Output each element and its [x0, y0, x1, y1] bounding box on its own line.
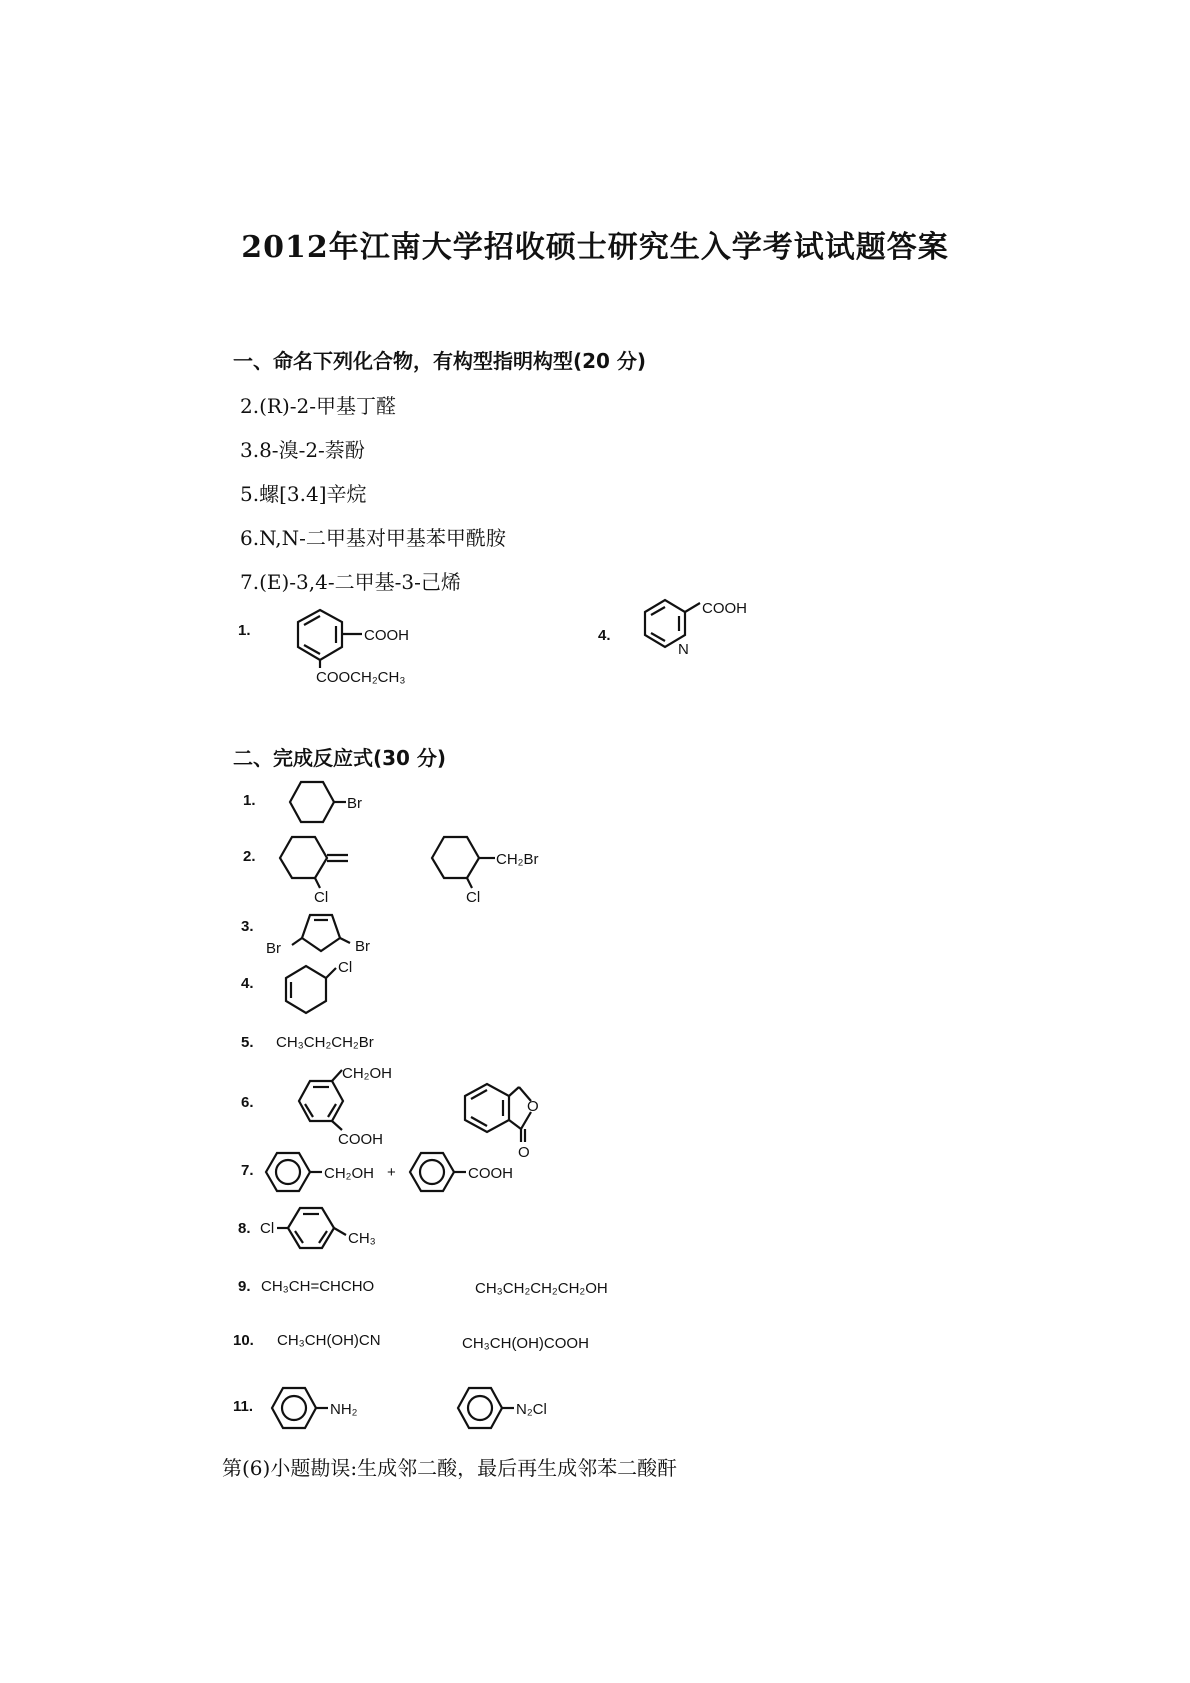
s2-item1-br: Br	[347, 795, 362, 812]
s1-item1-number: 1.	[238, 622, 251, 639]
s2-item8-structure	[258, 1203, 418, 1257]
s2-item8-ch3: CH₃	[348, 1230, 376, 1247]
s2-item6-diacid	[270, 1065, 400, 1148]
erratum-note: 第(6)小题勘误:生成邻二酸，最后再生成邻苯二酸酐	[222, 1456, 678, 1480]
s2-item8-number: 8.	[238, 1220, 251, 1237]
s2-item9-left: CH₃CH=CHCHO	[261, 1278, 375, 1295]
s1-item1-structure	[270, 605, 430, 685]
s2-item4-number: 4.	[241, 975, 254, 992]
s2-item3-structure	[262, 905, 382, 957]
s2-item3-br-right: Br	[355, 938, 370, 955]
s2-item7-cooh: COOH	[468, 1165, 513, 1182]
s2-item5-number: 5.	[241, 1034, 254, 1051]
s2-item4-cl: Cl	[338, 959, 353, 976]
s2-item2-number: 2.	[243, 848, 256, 865]
s2-item4-structure	[278, 955, 368, 1015]
s2-item11-nh2: NH₂	[330, 1401, 358, 1418]
page-title: 2012年江南大学招收硕士研究生入学考试试题答案	[241, 230, 949, 265]
s2-item2-cl-2: Cl	[466, 889, 481, 906]
s2-item7-plus: +	[387, 1164, 396, 1181]
s2-item6-number: 6.	[241, 1094, 254, 1111]
s2-item6-cooh: COOH	[338, 1131, 383, 1148]
s1-item4-structure	[620, 600, 747, 675]
s2-item7-number: 7.	[241, 1162, 254, 1179]
section1-heading: 一、命名下列化合物，有构型指明构型(20 分)	[233, 349, 647, 373]
s2-item10-number: 10.	[233, 1332, 254, 1349]
s2-item7-structure	[262, 1146, 562, 1200]
s2-item3-br-left: Br	[266, 940, 281, 957]
s2-item2-ch2br: CH₂Br	[496, 851, 539, 868]
s1-item1-ester: COOCH₂CH₃	[316, 669, 406, 686]
answer-5: 5.螺[3.4]辛烷	[240, 482, 367, 506]
s2-item9-number: 9.	[238, 1278, 251, 1295]
s2-item7-ch2oh: CH₂OH	[324, 1165, 374, 1182]
s2-item2-cl-1: Cl	[314, 889, 329, 906]
s2-item1-structure	[278, 776, 388, 830]
s1-item4-cooh: COOH	[702, 600, 747, 617]
s1-item1-cooh: COOH	[364, 627, 409, 644]
section2-heading: 二、完成反应式(30 分)	[233, 746, 447, 770]
s2-item6-ring-o: O	[527, 1098, 539, 1115]
s2-item3-number: 3.	[241, 918, 254, 935]
answer-7: 7.(E)-3,4-二甲基-3-己烯	[240, 570, 461, 594]
s2-item11-structure	[268, 1380, 568, 1436]
answer-2: 2.(R)-2-甲基丁醛	[240, 394, 396, 418]
answer-3: 3.8-溴-2-萘酚	[240, 438, 365, 462]
s2-item10-right: CH₃CH(OH)COOH	[462, 1335, 589, 1352]
s1-item4-number: 4.	[598, 627, 611, 644]
s2-item10-left: CH₃CH(OH)CN	[277, 1332, 381, 1349]
s1-item4-n: N	[678, 641, 689, 658]
s2-item5-formula: CH₃CH₂CH₂Br	[276, 1034, 374, 1051]
s2-item2-reactant	[278, 828, 378, 908]
s2-item1-number: 1.	[243, 792, 256, 809]
s2-item2-product	[430, 828, 560, 908]
s2-item6-ch2oh: CH₂OH	[342, 1065, 392, 1082]
s2-item11-number: 11.	[233, 1398, 254, 1415]
s2-item9-right: CH₃CH₂CH₂CH₂OH	[475, 1280, 608, 1297]
s2-item6-carbonyl-o: O	[518, 1144, 530, 1161]
s2-item11-n2cl: N₂Cl	[516, 1401, 547, 1418]
answer-6: 6.N,N-二甲基对甲基苯甲酰胺	[240, 526, 506, 550]
s2-item8-cl: Cl	[260, 1220, 275, 1237]
